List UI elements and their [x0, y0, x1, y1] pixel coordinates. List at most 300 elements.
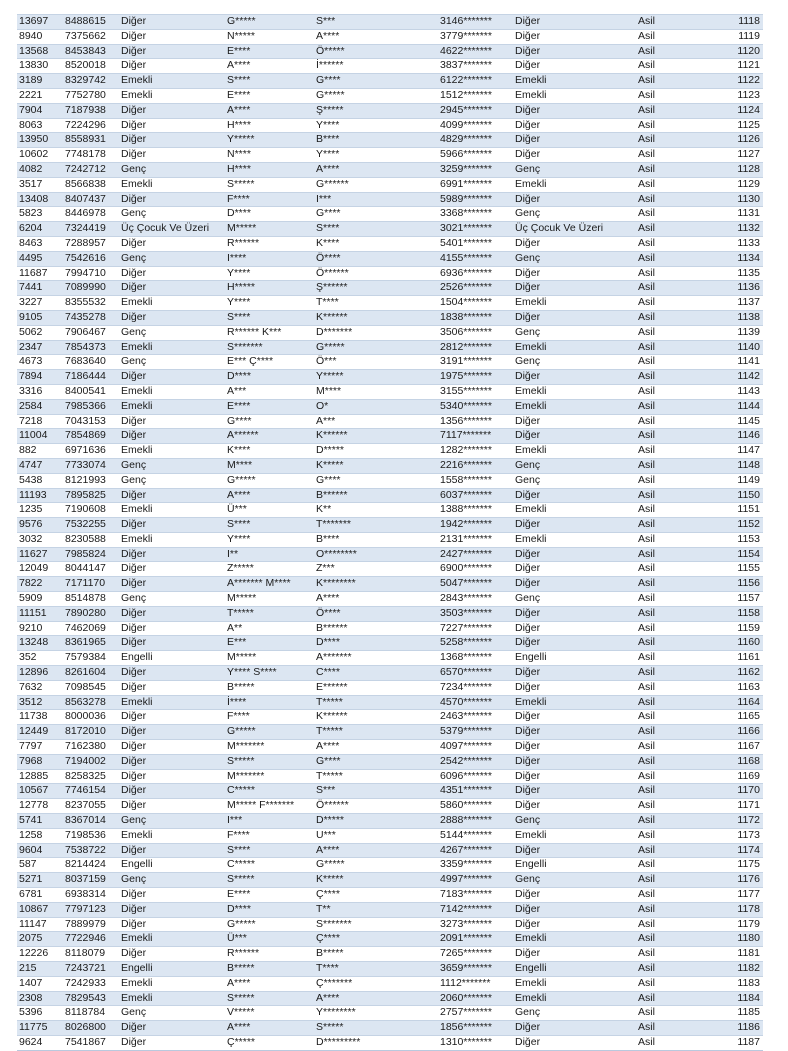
table-row [17, 843, 763, 858]
cell-category: Diğer [119, 15, 225, 30]
cell-status: Asil [636, 177, 699, 192]
cell-first-name: T***** [225, 606, 314, 621]
cell-rank-no: 1152 [699, 518, 763, 533]
cell-rank-no: 1163 [699, 680, 763, 695]
cell-last-name: T***** [314, 725, 438, 740]
cell-id-number: 3191******* [438, 355, 513, 370]
cell-status: Asil [636, 29, 699, 44]
cell-status: Asil [636, 562, 699, 577]
cell-id-number: 3273******* [438, 917, 513, 932]
cell-status: Asil [636, 828, 699, 843]
cell-category: Diğer [119, 370, 225, 385]
applicant-list-table [17, 14, 763, 1051]
cell-application-no: 7722946 [63, 932, 119, 947]
table-row [17, 103, 763, 118]
cell-record-id: 12778 [17, 799, 63, 814]
cell-record-id: 8463 [17, 236, 63, 251]
cell-application-no: 7171170 [63, 577, 119, 592]
cell-first-name: Y**** [225, 296, 314, 311]
cell-last-name: G***** [314, 340, 438, 355]
cell-application-no: 7854869 [63, 429, 119, 444]
cell-id-number: 5860******* [438, 799, 513, 814]
cell-last-name: Ö****** [314, 266, 438, 281]
cell-id-number: 1282******* [438, 444, 513, 459]
cell-application-no: 8000036 [63, 710, 119, 725]
cell-first-name: N**** [225, 148, 314, 163]
cell-record-id: 215 [17, 962, 63, 977]
table-row [17, 651, 763, 666]
cell-category: Diğer [119, 621, 225, 636]
cell-status: Asil [636, 15, 699, 30]
cell-category: Diğer [119, 1021, 225, 1036]
cell-quota-type: Genç [513, 873, 636, 888]
cell-id-number: 1558******* [438, 473, 513, 488]
cell-record-id: 5062 [17, 325, 63, 340]
cell-quota-type: Diğer [513, 266, 636, 281]
cell-last-name: S***** [314, 1021, 438, 1036]
cell-application-no: 7187938 [63, 103, 119, 118]
cell-record-id: 7894 [17, 370, 63, 385]
cell-last-name: B**** [314, 133, 438, 148]
table-row [17, 133, 763, 148]
cell-last-name: B***** [314, 947, 438, 962]
cell-category: Diğer [119, 281, 225, 296]
cell-status: Asil [636, 310, 699, 325]
cell-rank-no: 1128 [699, 162, 763, 177]
cell-first-name: S**** [225, 74, 314, 89]
cell-application-no: 8121993 [63, 473, 119, 488]
cell-rank-no: 1150 [699, 488, 763, 503]
table-row [17, 710, 763, 725]
cell-category: Diğer [119, 29, 225, 44]
cell-application-no: 7435278 [63, 310, 119, 325]
cell-status: Asil [636, 458, 699, 473]
cell-record-id: 3227 [17, 296, 63, 311]
cell-application-no: 8520018 [63, 59, 119, 74]
cell-application-no: 7324419 [63, 222, 119, 237]
cell-id-number: 5340******* [438, 399, 513, 414]
cell-rank-no: 1137 [699, 296, 763, 311]
cell-category: Diğer [119, 799, 225, 814]
table-row [17, 1035, 763, 1050]
cell-quota-type: Emekli [513, 932, 636, 947]
table-row [17, 29, 763, 44]
cell-rank-no: 1136 [699, 281, 763, 296]
cell-category: Diğer [119, 414, 225, 429]
cell-id-number: 4099******* [438, 118, 513, 133]
cell-category: Diğer [119, 133, 225, 148]
table-row [17, 636, 763, 651]
cell-last-name: U*** [314, 828, 438, 843]
cell-first-name: M******* [225, 740, 314, 755]
cell-first-name: E**** [225, 88, 314, 103]
cell-rank-no: 1119 [699, 29, 763, 44]
cell-first-name: S**** [225, 310, 314, 325]
cell-id-number: 3506******* [438, 325, 513, 340]
cell-rank-no: 1161 [699, 651, 763, 666]
table-row [17, 148, 763, 163]
cell-status: Asil [636, 503, 699, 518]
cell-category: Diğer [119, 769, 225, 784]
cell-first-name: H***** [225, 281, 314, 296]
cell-id-number: 2757******* [438, 1006, 513, 1021]
cell-quota-type: Diğer [513, 710, 636, 725]
cell-category: Diğer [119, 606, 225, 621]
cell-last-name: G***** [314, 858, 438, 873]
cell-rank-no: 1140 [699, 340, 763, 355]
cell-category: Genç [119, 162, 225, 177]
cell-first-name: N***** [225, 29, 314, 44]
cell-last-name: S**** [314, 222, 438, 237]
cell-rank-no: 1180 [699, 932, 763, 947]
cell-record-id: 13248 [17, 636, 63, 651]
cell-record-id: 4747 [17, 458, 63, 473]
cell-record-id: 10567 [17, 784, 63, 799]
cell-quota-type: Diğer [513, 236, 636, 251]
cell-application-no: 7829543 [63, 991, 119, 1006]
cell-quota-type: Diğer [513, 902, 636, 917]
cell-application-no: 8214424 [63, 858, 119, 873]
cell-id-number: 4570******* [438, 695, 513, 710]
cell-rank-no: 1135 [699, 266, 763, 281]
cell-category: Diğer [119, 429, 225, 444]
table-row [17, 991, 763, 1006]
cell-last-name: Ö**** [314, 251, 438, 266]
cell-status: Asil [636, 932, 699, 947]
cell-status: Asil [636, 991, 699, 1006]
table-row [17, 473, 763, 488]
cell-id-number: 2945******* [438, 103, 513, 118]
cell-id-number: 3359******* [438, 858, 513, 873]
cell-application-no: 8118784 [63, 1006, 119, 1021]
cell-status: Asil [636, 917, 699, 932]
cell-application-no: 7242933 [63, 976, 119, 991]
cell-rank-no: 1154 [699, 547, 763, 562]
cell-rank-no: 1149 [699, 473, 763, 488]
cell-category: Emekli [119, 695, 225, 710]
cell-first-name: A** [225, 621, 314, 636]
cell-quota-type: Diğer [513, 1035, 636, 1050]
cell-rank-no: 1145 [699, 414, 763, 429]
cell-rank-no: 1172 [699, 814, 763, 829]
table-row [17, 917, 763, 932]
cell-last-name: Y***** [314, 370, 438, 385]
table-row [17, 340, 763, 355]
cell-id-number: 1504******* [438, 296, 513, 311]
cell-rank-no: 1155 [699, 562, 763, 577]
cell-last-name: A*** [314, 414, 438, 429]
cell-last-name: G**** [314, 473, 438, 488]
cell-application-no: 7462069 [63, 621, 119, 636]
cell-status: Asil [636, 592, 699, 607]
cell-status: Asil [636, 680, 699, 695]
cell-quota-type: Genç [513, 814, 636, 829]
cell-record-id: 7968 [17, 754, 63, 769]
cell-rank-no: 1167 [699, 740, 763, 755]
cell-application-no: 7746154 [63, 784, 119, 799]
cell-last-name: K****** [314, 710, 438, 725]
cell-first-name: C***** [225, 858, 314, 873]
cell-application-no: 7288957 [63, 236, 119, 251]
cell-first-name: G***** [225, 473, 314, 488]
cell-category: Diğer [119, 59, 225, 74]
cell-last-name: Y**** [314, 118, 438, 133]
cell-rank-no: 1133 [699, 236, 763, 251]
cell-id-number: 2131******* [438, 532, 513, 547]
cell-category: Diğer [119, 636, 225, 651]
cell-id-number: 1942******* [438, 518, 513, 533]
cell-id-number: 1356******* [438, 414, 513, 429]
cell-category: Diğer [119, 310, 225, 325]
cell-first-name: A**** [225, 1021, 314, 1036]
cell-id-number: 2427******* [438, 547, 513, 562]
cell-status: Asil [636, 518, 699, 533]
cell-quota-type: Diğer [513, 133, 636, 148]
cell-id-number: 1512******* [438, 88, 513, 103]
cell-quota-type: Emekli [513, 976, 636, 991]
cell-id-number: 3146******* [438, 15, 513, 30]
cell-first-name: C***** [225, 784, 314, 799]
cell-id-number: 3259******* [438, 162, 513, 177]
table-row [17, 88, 763, 103]
cell-first-name: R****** [225, 236, 314, 251]
cell-status: Asil [636, 873, 699, 888]
table-row [17, 695, 763, 710]
cell-quota-type: Diğer [513, 725, 636, 740]
cell-last-name: C**** [314, 666, 438, 681]
cell-record-id: 7822 [17, 577, 63, 592]
cell-rank-no: 1141 [699, 355, 763, 370]
cell-rank-no: 1144 [699, 399, 763, 414]
cell-record-id: 3032 [17, 532, 63, 547]
cell-application-no: 7906467 [63, 325, 119, 340]
cell-id-number: 4829******* [438, 133, 513, 148]
cell-id-number: 1112******* [438, 976, 513, 991]
cell-quota-type: Genç [513, 162, 636, 177]
cell-rank-no: 1164 [699, 695, 763, 710]
cell-category: Genç [119, 207, 225, 222]
cell-status: Asil [636, 725, 699, 740]
cell-category: Genç [119, 251, 225, 266]
cell-rank-no: 1159 [699, 621, 763, 636]
cell-rank-no: 1176 [699, 873, 763, 888]
cell-status: Asil [636, 858, 699, 873]
cell-category: Emekli [119, 88, 225, 103]
cell-application-no: 8566838 [63, 177, 119, 192]
cell-category: Diğer [119, 266, 225, 281]
cell-quota-type: Genç [513, 355, 636, 370]
table-row [17, 192, 763, 207]
cell-id-number: 6936******* [438, 266, 513, 281]
cell-status: Asil [636, 162, 699, 177]
cell-last-name: K****** [314, 429, 438, 444]
cell-first-name: R****** [225, 947, 314, 962]
cell-quota-type: Genç [513, 207, 636, 222]
cell-quota-type: Diğer [513, 769, 636, 784]
table-row [17, 281, 763, 296]
cell-status: Asil [636, 947, 699, 962]
cell-quota-type: Diğer [513, 414, 636, 429]
cell-record-id: 12885 [17, 769, 63, 784]
table-row [17, 902, 763, 917]
cell-application-no: 8361965 [63, 636, 119, 651]
cell-record-id: 9576 [17, 518, 63, 533]
cell-application-no: 7194002 [63, 754, 119, 769]
table-row [17, 799, 763, 814]
cell-category: Emekli [119, 384, 225, 399]
table-row [17, 577, 763, 592]
cell-category: Diğer [119, 680, 225, 695]
cell-quota-type: Genç [513, 592, 636, 607]
cell-rank-no: 1153 [699, 532, 763, 547]
cell-last-name: I*** [314, 192, 438, 207]
cell-last-name: Ö****** [314, 799, 438, 814]
cell-rank-no: 1118 [699, 15, 763, 30]
cell-category: Üç Çocuk Ve Üzeri [119, 222, 225, 237]
cell-first-name: S***** [225, 754, 314, 769]
cell-rank-no: 1121 [699, 59, 763, 74]
cell-first-name: E**** [225, 888, 314, 903]
cell-id-number: 7142******* [438, 902, 513, 917]
cell-application-no: 8563278 [63, 695, 119, 710]
cell-rank-no: 1171 [699, 799, 763, 814]
cell-first-name: G***** [225, 917, 314, 932]
cell-id-number: 7117******* [438, 429, 513, 444]
cell-last-name: A**** [314, 991, 438, 1006]
cell-last-name: E****** [314, 680, 438, 695]
cell-first-name: G**** [225, 414, 314, 429]
cell-record-id: 10602 [17, 148, 63, 163]
cell-id-number: 5966******* [438, 148, 513, 163]
cell-quota-type: Engelli [513, 651, 636, 666]
cell-last-name: O******** [314, 547, 438, 562]
cell-category: Genç [119, 325, 225, 340]
cell-quota-type: Diğer [513, 577, 636, 592]
cell-record-id: 1407 [17, 976, 63, 991]
cell-first-name: A*** [225, 384, 314, 399]
cell-category: Diğer [119, 843, 225, 858]
cell-category: Diğer [119, 784, 225, 799]
cell-record-id: 4673 [17, 355, 63, 370]
cell-quota-type: Diğer [513, 680, 636, 695]
cell-first-name: Y***** [225, 133, 314, 148]
cell-id-number: 5047******* [438, 577, 513, 592]
cell-record-id: 11193 [17, 488, 63, 503]
cell-status: Asil [636, 636, 699, 651]
cell-id-number: 5379******* [438, 725, 513, 740]
cell-application-no: 7375662 [63, 29, 119, 44]
cell-status: Asil [636, 340, 699, 355]
cell-record-id: 12226 [17, 947, 63, 962]
cell-last-name: K******** [314, 577, 438, 592]
table-row [17, 888, 763, 903]
cell-record-id: 11004 [17, 429, 63, 444]
cell-category: Diğer [119, 740, 225, 755]
cell-quota-type: Diğer [513, 843, 636, 858]
table-row [17, 44, 763, 59]
cell-quota-type: Emekli [513, 177, 636, 192]
cell-status: Asil [636, 1006, 699, 1021]
cell-rank-no: 1127 [699, 148, 763, 163]
cell-quota-type: Emekli [513, 503, 636, 518]
cell-status: Asil [636, 44, 699, 59]
cell-category: Genç [119, 355, 225, 370]
cell-application-no: 7186444 [63, 370, 119, 385]
cell-rank-no: 1184 [699, 991, 763, 1006]
table-row [17, 621, 763, 636]
table-row [17, 414, 763, 429]
cell-record-id: 12049 [17, 562, 63, 577]
cell-first-name: S**** [225, 843, 314, 858]
cell-quota-type: Emekli [513, 399, 636, 414]
cell-application-no: 7985366 [63, 399, 119, 414]
cell-last-name: K***** [314, 458, 438, 473]
table-row [17, 592, 763, 607]
cell-quota-type: Diğer [513, 44, 636, 59]
cell-quota-type: Diğer [513, 666, 636, 681]
cell-quota-type: Diğer [513, 518, 636, 533]
table-row [17, 666, 763, 681]
table-row [17, 74, 763, 89]
cell-first-name: V***** [225, 1006, 314, 1021]
cell-application-no: 7797123 [63, 902, 119, 917]
cell-application-no: 7198536 [63, 828, 119, 843]
table-row [17, 222, 763, 237]
cell-first-name: A******* M**** [225, 577, 314, 592]
cell-last-name: A******* [314, 651, 438, 666]
cell-category: Emekli [119, 932, 225, 947]
cell-application-no: 7579384 [63, 651, 119, 666]
cell-category: Diğer [119, 547, 225, 562]
cell-rank-no: 1183 [699, 976, 763, 991]
cell-category: Diğer [119, 947, 225, 962]
cell-id-number: 7265******* [438, 947, 513, 962]
cell-record-id: 7797 [17, 740, 63, 755]
cell-category: Genç [119, 1006, 225, 1021]
cell-application-no: 8488615 [63, 15, 119, 30]
cell-id-number: 4622******* [438, 44, 513, 59]
cell-last-name: M**** [314, 384, 438, 399]
cell-category: Diğer [119, 518, 225, 533]
cell-rank-no: 1134 [699, 251, 763, 266]
table-row [17, 207, 763, 222]
cell-last-name: Ö**** [314, 606, 438, 621]
cell-first-name: Y**** [225, 266, 314, 281]
cell-id-number: 1310******* [438, 1035, 513, 1050]
cell-record-id: 12449 [17, 725, 63, 740]
table-row [17, 547, 763, 562]
cell-first-name: M***** [225, 222, 314, 237]
cell-record-id: 5271 [17, 873, 63, 888]
cell-status: Asil [636, 266, 699, 281]
cell-status: Asil [636, 814, 699, 829]
table-row [17, 562, 763, 577]
cell-application-no: 7043153 [63, 414, 119, 429]
cell-rank-no: 1148 [699, 458, 763, 473]
cell-record-id: 13830 [17, 59, 63, 74]
cell-last-name: Ç**** [314, 888, 438, 903]
cell-category: Diğer [119, 148, 225, 163]
cell-rank-no: 1122 [699, 74, 763, 89]
cell-quota-type: Diğer [513, 29, 636, 44]
cell-application-no: 8446978 [63, 207, 119, 222]
table-row [17, 325, 763, 340]
cell-last-name: S*** [314, 784, 438, 799]
cell-id-number: 2542******* [438, 754, 513, 769]
cell-last-name: Ş***** [314, 103, 438, 118]
cell-last-name: A**** [314, 843, 438, 858]
cell-quota-type: Diğer [513, 118, 636, 133]
